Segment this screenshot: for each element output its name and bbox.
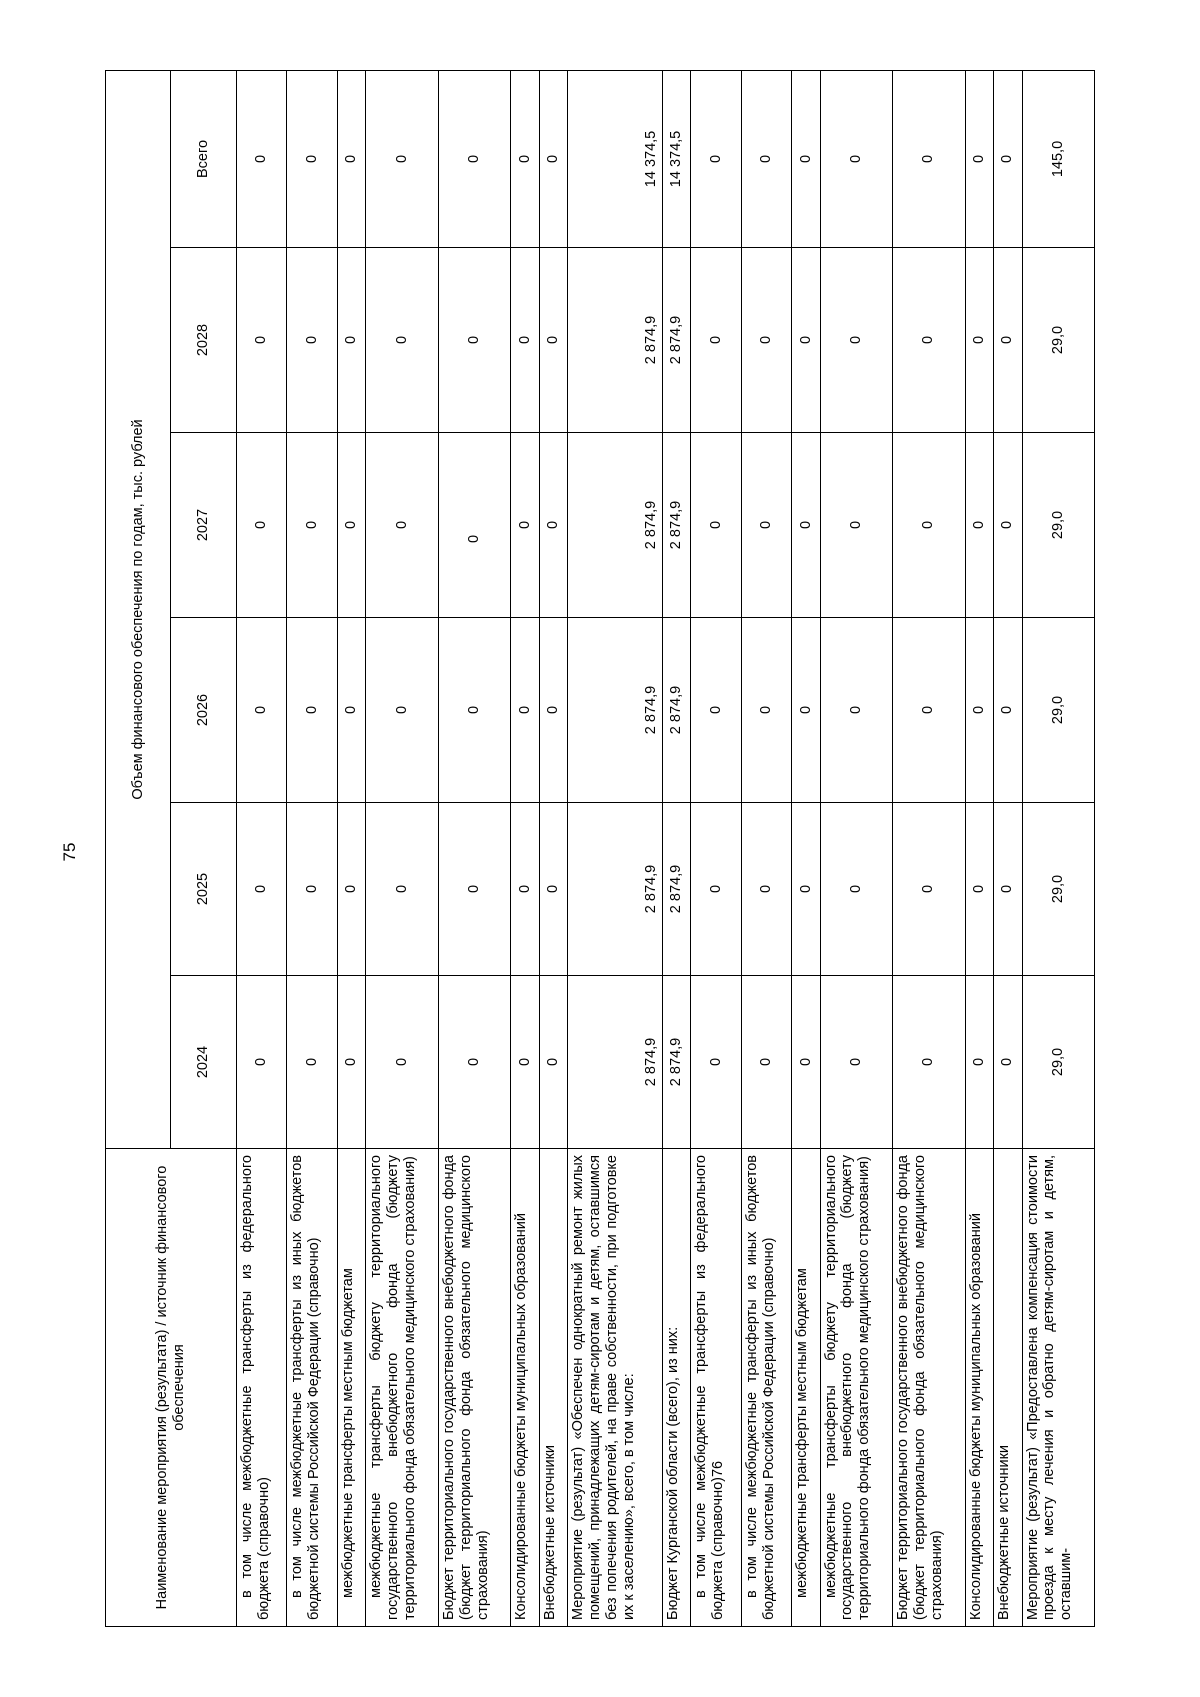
value-cell: 0 <box>366 618 438 803</box>
value-cell: 0 <box>893 976 965 1149</box>
row-name: межбюджетные трансферты бюджету территориального государственного внебюджетного фонда (бюджету территориального фонда обязательного медицинского страхования) <box>820 1149 892 1627</box>
value-cell: 0 <box>438 803 510 976</box>
value-cell: 0 <box>237 976 287 1149</box>
value-text: 0 <box>466 534 483 544</box>
value-cell: 14 374,5 <box>568 70 662 247</box>
value-cell: 29,0 <box>1022 803 1094 976</box>
value-cell: 0 <box>337 803 366 976</box>
table-row <box>691 70 741 1626</box>
value-cell: 0 <box>539 248 568 433</box>
column-header-total: Всего <box>171 70 237 247</box>
value-cell: 0 <box>287 433 337 618</box>
value-cell: 0 <box>237 803 287 976</box>
value-cell: 2 874,9 <box>662 803 691 976</box>
value-cell: 2 874,9 <box>662 976 691 1149</box>
row-name: Внебюджетные источники <box>539 1149 568 1627</box>
rotated-table-container <box>105 71 1095 1627</box>
value-cell: 0 <box>741 976 791 1149</box>
financing-table <box>105 70 1095 1627</box>
value-cell: 0 <box>539 618 568 803</box>
row-name: в том числе межбюджетные трансферты из федерального бюджета (справочно)76 <box>691 1149 741 1627</box>
table-row <box>893 70 965 1626</box>
value-cell: 0 <box>511 803 540 976</box>
value-cell: 0 <box>539 803 568 976</box>
value-cell: 0 <box>287 618 337 803</box>
value-cell: 0 <box>237 248 287 433</box>
value-cell: 0 <box>287 70 337 247</box>
value-cell: 0 <box>792 70 821 247</box>
value-cell: 0 <box>994 803 1023 976</box>
value-cell: 0 <box>820 618 892 803</box>
value-cell: 0 <box>741 248 791 433</box>
value-cell: 0 <box>539 70 568 247</box>
column-header-year: 2027 <box>171 433 237 618</box>
value-cell: 0 <box>511 70 540 247</box>
value-cell: 0 <box>820 803 892 976</box>
table-row <box>539 70 568 1626</box>
value-cell: 0 <box>965 976 994 1149</box>
header-row-group <box>106 70 171 1626</box>
value-cell: 0 <box>438 70 510 247</box>
value-cell: 0 <box>366 803 438 976</box>
table-row <box>337 70 366 1626</box>
row-name: Бюджет территориального государственного внебюджетного фонда (бюджет территориального фонда обязательного медицинского страхования) <box>893 1149 965 1627</box>
value-cell: 0 <box>691 70 741 247</box>
value-cell: 0 <box>337 433 366 618</box>
value-cell: 0 <box>539 433 568 618</box>
value-cell: 0 <box>337 248 366 433</box>
table-row <box>820 70 892 1626</box>
value-cell: 0 <box>337 618 366 803</box>
value-cell: 0 <box>994 976 1023 1149</box>
value-cell: 0 <box>893 70 965 247</box>
value-cell: 14 374,5 <box>662 70 691 247</box>
value-cell: 0 <box>366 248 438 433</box>
row-name: межбюджетные трансферты местным бюджетам <box>792 1149 821 1627</box>
value-cell: 0 <box>820 70 892 247</box>
value-cell: 0 <box>792 618 821 803</box>
row-name: в том числе межбюджетные трансферты из иных бюджетов бюджетной системы Российской Федерации (справочно) <box>741 1149 791 1627</box>
value-cell: 29,0 <box>1022 976 1094 1149</box>
value-cell: 0 <box>287 976 337 1149</box>
value-cell: 0 <box>366 976 438 1149</box>
value-cell: 0 <box>337 70 366 247</box>
value-cell: 2 874,9 <box>568 803 662 976</box>
value-cell: 0 <box>366 70 438 247</box>
value-cell: 0 <box>691 976 741 1149</box>
value-cell: 0 <box>511 618 540 803</box>
value-cell: 0 <box>994 433 1023 618</box>
column-header-volume-group: Объем финансового обеспечения по годам, тыс. рублей <box>106 70 171 1148</box>
value-cell: 0 <box>287 248 337 433</box>
value-cell: 0 <box>691 803 741 976</box>
table-row <box>792 70 821 1626</box>
value-cell: 0 <box>893 618 965 803</box>
value-cell: 2 874,9 <box>568 618 662 803</box>
value-cell: 2 874,9 <box>662 248 691 433</box>
value-cell: 0 <box>792 248 821 433</box>
value-cell: 0 <box>287 803 337 976</box>
value-cell: 0 <box>741 433 791 618</box>
value-cell: 0 <box>511 433 540 618</box>
row-name: Консолидированные бюджеты муниципальных образований <box>511 1149 540 1627</box>
value-cell: 0 <box>691 248 741 433</box>
value-cell: 2 874,9 <box>568 433 662 618</box>
value-cell <box>438 433 510 618</box>
column-header-year: 2028 <box>171 248 237 433</box>
value-cell: 0 <box>792 803 821 976</box>
value-cell: 0 <box>366 433 438 618</box>
column-header-name: Наименование мероприятия (результата) / источник финансового обеспечения <box>106 1149 237 1627</box>
value-cell: 0 <box>893 803 965 976</box>
value-cell: 0 <box>965 803 994 976</box>
value-cell: 0 <box>511 248 540 433</box>
value-cell: 2 874,9 <box>568 976 662 1149</box>
value-cell: 0 <box>539 976 568 1149</box>
value-cell: 0 <box>965 248 994 433</box>
row-name: Мероприятие (результат) «Предоставлена компенсация стоимости проезда к месту лечения и обратно детям-сиротам и детям, оставшим- <box>1022 1149 1094 1627</box>
value-cell: 0 <box>741 803 791 976</box>
value-cell: 0 <box>691 618 741 803</box>
value-cell: 0 <box>511 976 540 1149</box>
value-cell: 0 <box>438 618 510 803</box>
row-name: Бюджет территориального государственного внебюджетного фонда (бюджет территориального фонда обязательного медицинского страхования) <box>438 1149 510 1627</box>
value-cell: 0 <box>994 248 1023 433</box>
value-cell: 29,0 <box>1022 433 1094 618</box>
table-row <box>1022 70 1094 1626</box>
table-row <box>741 70 791 1626</box>
row-name: Консолидированные бюджеты муниципальных образований <box>965 1149 994 1627</box>
value-cell: 0 <box>820 976 892 1149</box>
value-cell: 29,0 <box>1022 618 1094 803</box>
value-cell: 0 <box>994 618 1023 803</box>
table-row <box>965 70 994 1626</box>
value-cell: 29,0 <box>1022 248 1094 433</box>
column-header-year: 2026 <box>171 618 237 803</box>
table-row <box>994 70 1023 1626</box>
value-cell: 2 874,9 <box>662 433 691 618</box>
value-cell: 0 <box>965 70 994 247</box>
table-row <box>662 70 691 1626</box>
table-row <box>568 70 662 1626</box>
value-cell: 0 <box>994 70 1023 247</box>
table-row <box>511 70 540 1626</box>
column-header-year: 2025 <box>171 803 237 976</box>
value-cell: 0 <box>237 618 287 803</box>
value-cell: 0 <box>691 433 741 618</box>
table-row <box>237 70 287 1626</box>
table-row <box>438 70 510 1626</box>
value-cell: 0 <box>237 433 287 618</box>
row-name: Мероприятие (результат) «Обеспечен однократный ремонт жилых помещений, принадлежащих детям-сиротам и детям, оставшимся без попечения родителей, на праве собственности, при подготовке их к заселению», всего, в том числе: <box>568 1149 662 1627</box>
value-cell: 0 <box>820 248 892 433</box>
value-cell: 0 <box>438 976 510 1149</box>
row-name: межбюджетные трансферты местным бюджетам <box>337 1149 366 1627</box>
table-row <box>287 70 337 1626</box>
value-cell: 0 <box>965 618 994 803</box>
page-number: 75 <box>60 842 79 862</box>
value-cell: 145,0 <box>1022 70 1094 247</box>
row-name: Бюджет Курганской области (всего), из них: <box>662 1149 691 1627</box>
row-name: межбюджетные трансферты бюджету территориального государственного внебюджетного фонда (бюджету территориального фонда обязательного медицинского страхования) <box>366 1149 438 1627</box>
value-cell: 0 <box>893 433 965 618</box>
value-cell: 2 874,9 <box>568 248 662 433</box>
value-cell: 0 <box>741 70 791 247</box>
value-cell: 2 874,9 <box>662 618 691 803</box>
value-cell: 0 <box>965 433 994 618</box>
value-cell: 0 <box>792 976 821 1149</box>
value-cell: 0 <box>438 248 510 433</box>
row-name: Внебюджетные источники <box>994 1149 1023 1627</box>
row-name: в том числе межбюджетные трансферты из федерального бюджета (справочно) <box>237 1149 287 1627</box>
value-cell: 0 <box>893 248 965 433</box>
value-cell: 0 <box>337 976 366 1149</box>
column-header-year: 2024 <box>171 976 237 1149</box>
value-cell: 0 <box>741 618 791 803</box>
row-name: в том числе межбюджетные трансферты из иных бюджетов бюджетной системы Российской Федерации (справочно) <box>287 1149 337 1627</box>
value-cell: 0 <box>820 433 892 618</box>
value-cell: 0 <box>792 433 821 618</box>
table-row <box>366 70 438 1626</box>
value-cell: 0 <box>237 70 287 247</box>
